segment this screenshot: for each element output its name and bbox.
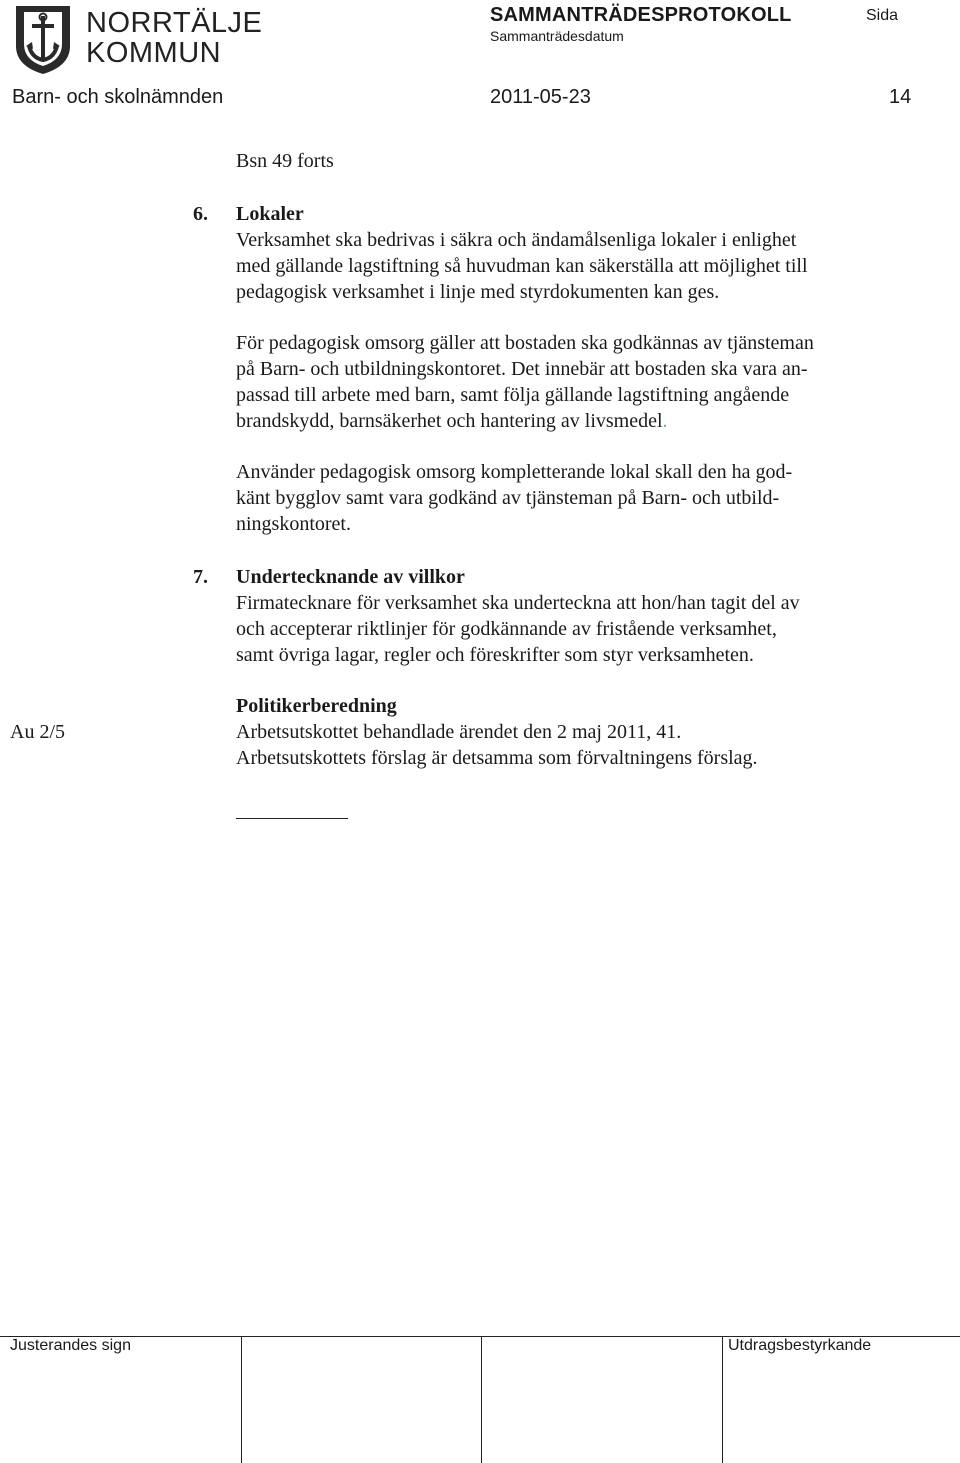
text-line: känt bygglov samt vara godkänd av tjänsteman på Barn- och utbild- xyxy=(236,487,780,509)
section-7-heading: Undertecknande av villkor xyxy=(236,566,465,588)
section-6-heading: Lokaler xyxy=(236,203,304,225)
section-7-number: 7. xyxy=(193,566,208,588)
politikerberedning-heading: Politikerberedning xyxy=(236,695,397,717)
text-line: ningskontoret. xyxy=(236,513,351,535)
text-line: Verksamhet ska bedrivas i säkra och ändamålsenliga lokaler i enlighet xyxy=(236,229,797,251)
text-line: passad till arbete med barn, samt följa gällande lagstiftning angående xyxy=(236,384,790,406)
section-6-number: 6. xyxy=(193,203,208,225)
justerandes-sign-label: Justerandes sign xyxy=(10,1337,131,1354)
logo-line-2: KOMMUN xyxy=(86,37,222,69)
section-6-paragraph-1 xyxy=(236,227,916,305)
page-label: Sida xyxy=(866,7,899,24)
text-line: samt övriga lagar, regler och föreskrifter som styr verksamheten. xyxy=(236,644,754,666)
text-line-last xyxy=(236,408,916,434)
footer-divider xyxy=(481,1336,482,1463)
footer-divider xyxy=(241,1336,242,1463)
text-line: Firmatecknare för verksamhet ska underteckna att hon/han tagit del av xyxy=(236,592,800,614)
meeting-date: 2011-05-23 xyxy=(490,86,591,108)
logo-line-1: NORRTÄLJE xyxy=(86,7,263,39)
text-fragment: brandskydd, barnsäkerhet och hantering av livsmedel xyxy=(236,410,663,432)
protocol-title: SAMMANTRÄDESPROTOKOLL xyxy=(490,4,792,26)
text-line: pedagogisk verksamhet i linje med styrdokumenten kan ges. xyxy=(236,281,720,303)
blue-period: . xyxy=(662,410,668,432)
section-6-paragraph-3 xyxy=(236,459,916,537)
signature-footer xyxy=(0,1336,960,1463)
text-line: med gällande lagstiftning så huvudman kan säkerställa att möjlighet till xyxy=(236,255,808,277)
text-line: Arbetsutskottet behandlade ärendet den 2 maj 2011, 41. xyxy=(236,721,682,743)
text-line: Använder pedagogisk omsorg kompletterande lokal skall den ha god- xyxy=(236,461,793,483)
page-number: 14 xyxy=(889,86,912,108)
text-line: på Barn- och utbildningskontoret. Det innebär att bostaden ska vara an- xyxy=(236,358,808,380)
footer-divider xyxy=(722,1336,723,1463)
section-7-paragraph-1 xyxy=(236,590,916,668)
section-reference: Bsn 49 forts xyxy=(236,150,334,172)
utdragsbestyrkande-label: Utdragsbestyrkande xyxy=(728,1337,872,1354)
section-6-paragraph-2 xyxy=(236,330,916,434)
committee-name: Barn- och skolnämnden xyxy=(12,86,224,108)
signature-divider xyxy=(236,818,348,819)
text-line: För pedagogisk omsorg gäller att bostaden ska godkännas av tjänsteman xyxy=(236,332,814,354)
text-line: Arbetsutskottets förslag är detsamma som förvaltningens förslag. xyxy=(236,747,758,769)
margin-reference: Au 2/5 xyxy=(10,721,65,743)
date-label: Sammanträdesdatum xyxy=(490,28,624,44)
text-line: och accepterar riktlinjer för godkännande av fristående verksamhet, xyxy=(236,618,777,640)
anchor-emblem-icon xyxy=(12,2,74,76)
politikerberedning-text xyxy=(236,719,916,771)
